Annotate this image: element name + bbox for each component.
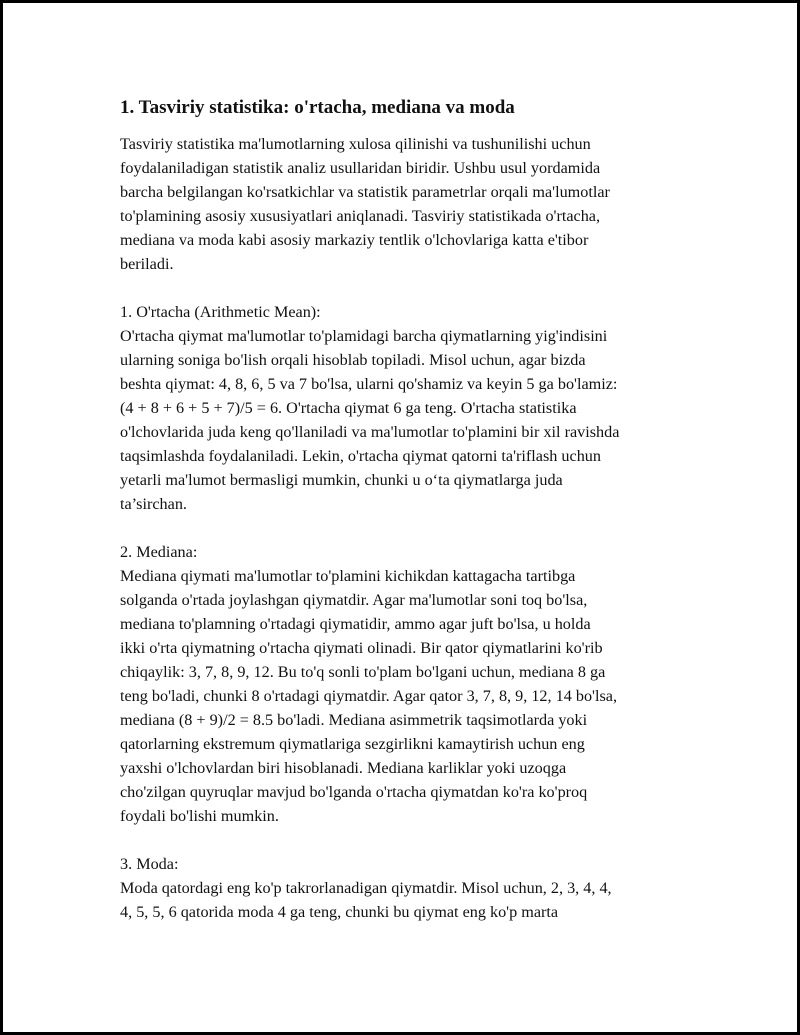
- paragraph-gap: [120, 276, 695, 300]
- section-body-mode: Moda qatordagi eng ko'p takrorlanadigan qiymatdir. Misol uchun, 2, 3, 4, 4, 4, 5, 5, 6 qatorida moda 4 ga teng, chunki bu qiymat eng ko'p marta: [120, 879, 612, 921]
- document-title: 1. Tasviriy statistika: o'rtacha, mediana va moda: [120, 97, 515, 118]
- section-body-median: Mediana qiymati ma'lumotlar to'plamini kichikdan kattagacha tartibga solganda o'rtada joylashgan qiymatdir. Agar ma'lumotlar soni toq bo'lsa, mediana to'plamning o'rtadagi qiymatidir, ammo agar juft bo'lsa, u holda ikki o'rta qiymatning o'rtacha qiymati olinadi. Bir qator qiymatlarini ko'rib chiqaylik: 3, 7, 8, 9, 12. Bu to'q sonli to'plam bo'lgani uchun, mediana 8 ga teng bo'ladi, chunki 8 o'rtadagi qiymatdir. Agar qator 3, 7, 8, 9, 12, 14 bo'lsa, mediana (8 + 9)/2 = 8.5 bo'ladi. Mediana asimmetrik taqsimotlarda yoki qatorlarning ekstremum qiymatlariga sezgirlikni kamaytirish uchun eng yaxshi o'lchovlardan biri hisoblanadi. Mediana karliklar yoki uzoqga cho'zilgan quyruqlar mavjud bo'lganda o'rtacha qiymatdan ko'ra ko'proq foydali bo'lishi mumkin.: [120, 567, 617, 825]
- section-heading-mode: 3. Moda:: [120, 855, 179, 873]
- paragraph-gap: [120, 516, 695, 540]
- intro-paragraph: Tasviriy statistika ma'lumotlarning xulosa qilinishi va tushunilishi uchun foydalaniladigan statistik analiz usullaridan biridir. Ushbu usul yordamida barcha belgilangan ko'rsatkichlar va statistik parametrlar orqali ma'lumotlar to'plamining asosiy xususiyatlari aniqlanadi. Tasviriy statistikada o'rtacha, mediana va moda kabi asosiy markaziy tentlik o'lchovlariga katta e'tibor beriladi.: [120, 135, 610, 273]
- document-content: [120, 95, 695, 924]
- section-heading-mean: 1. O'rtacha (Arithmetic Mean):: [120, 303, 321, 321]
- section-heading-median: 2. Mediana:: [120, 543, 198, 561]
- section-body-mean: O'rtacha qiymat ma'lumotlar to'plamidagi barcha qiymatlarning yig'indisini ularning soniga bo'lish orqali hisoblab topiladi. Misol uchun, agar bizda beshta qiymat: 4, 8, 6, 5 va 7 bo'lsa, ularni qo'shamiz va keyin 5 ga bo'lamiz: (4 + 8 + 6 + 5 + 7)/5 = 6. O'rtacha qiymat 6 ga teng. O'rtacha statistika o'lchovlarida juda keng qo'llaniladi va ma'lumotlar to'plamini bir xil ravishda taqsimlashda foydalaniladi. Lekin, o'rtacha qiymat qatorni ta'riflash uchun yetarli ma'lumot bermasligi mumkin, chunki u o‘ta qiymatlarga juda ta’sirchan.: [120, 327, 620, 513]
- paragraph-gap: [120, 828, 695, 852]
